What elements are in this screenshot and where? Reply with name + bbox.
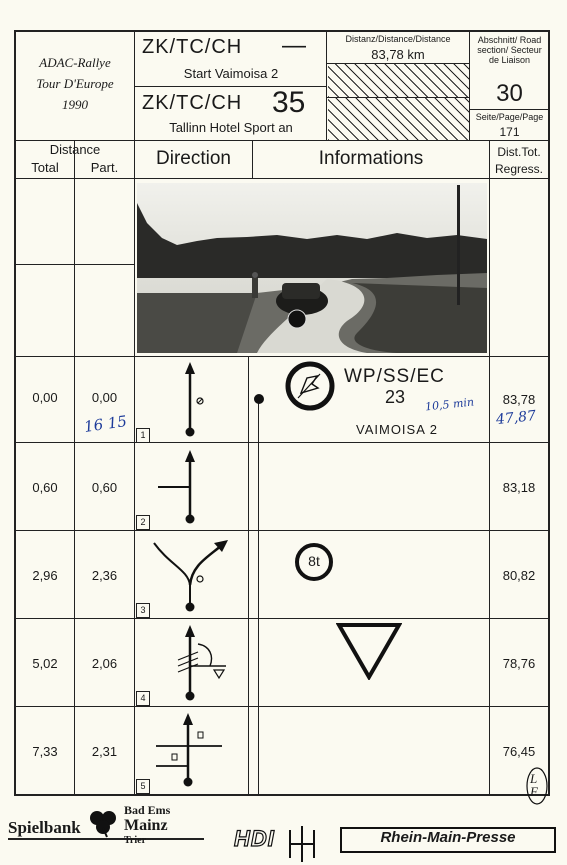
stage-number: 23 [384,387,406,407]
rally-title [16,52,134,115]
to-code-number: 35 [272,86,306,119]
section-number: 30 [496,80,523,107]
row-index: 2 [136,515,150,530]
col-direction: Direction [156,148,231,169]
divider [14,356,549,357]
give-way-sign-icon [336,622,402,680]
row4-remaining: 78,76 [502,656,536,671]
col-partial: Part. [90,160,119,175]
route-start-dot [252,392,266,406]
row3-total: 2,96 [32,568,58,583]
to-code: ZK/TC/CH [142,92,243,114]
page-number: 171 [499,125,520,139]
row-index: 1 [136,428,150,443]
row-index: 3 [136,603,150,618]
divider [14,140,549,141]
divider [14,178,549,179]
frame-bottom [14,794,550,796]
city-bad-ems: Bad Ems [124,803,171,817]
handwritten-time: 16 15 [82,412,128,436]
col-divider [248,356,249,795]
divider [14,264,135,265]
row5-remaining: 76,45 [502,744,536,759]
col-divider [489,140,490,795]
col-total: Total [31,160,59,175]
row1-total: 0,00 [32,390,58,405]
col-informations: Informations [318,148,424,169]
junction-give-way-icon [168,622,233,704]
weight-limit-label: 8t [308,553,320,569]
row2-total: 0,60 [32,480,58,495]
row2-remaining: 83,18 [502,480,536,495]
spielbank-logo: Spielbank [8,818,81,837]
col-dist-tot [490,144,548,178]
col-divider [74,140,75,795]
section-label: Abschnitt/ Road section/ Secteur de Liaison [477,35,542,65]
clover-icon [84,806,122,838]
col-distance: Distance [49,142,101,157]
row5-partial: 2,31 [91,744,118,759]
divider [469,30,470,140]
col-dist-tot-line1: Dist.Tot. [497,145,541,159]
route-line [258,398,259,794]
row5-total: 7,33 [32,744,58,759]
lf-stamp: LF [530,771,538,799]
row4-partial: 2,06 [91,656,118,671]
divider [14,706,549,707]
crossroads-icon [150,710,230,792]
newspaper-logo: Rhein-Main-Presse [380,829,516,846]
city-trier: Trier [124,835,147,846]
row3-remaining: 80,82 [502,568,536,583]
from-name: Start Vaimoisa 2 [183,66,279,81]
road-photo [137,183,487,353]
col-dist-tot-line2: Regress. [494,162,544,176]
hatched-field [328,64,469,97]
divider [470,109,549,110]
to-name: Tallinn Hotel Sport an [169,120,293,135]
row1-remaining: 83,78 [502,392,536,407]
distance-label: Distanz/Distance/Distance [345,34,451,44]
city-mainz: Mainz [124,817,168,834]
fork-right-icon [150,535,235,615]
handwritten-remaining: 47,87 [495,407,537,429]
row3-partial: 2,36 [91,568,118,583]
stage-location: VAIMOISA 2 [356,422,439,437]
hdi-emblem-icon [286,826,318,862]
side-road-left-icon [150,447,220,527]
divider [14,618,549,619]
row4-total: 5,02 [32,656,58,671]
divider [14,530,549,531]
from-code-number: — [282,32,306,59]
row-index: 5 [136,779,150,794]
frame-right [548,30,550,795]
row-index: 4 [136,691,150,706]
hdi-logo: HDI [234,826,275,851]
col-divider [134,178,135,795]
row1-partial: 0,00 [91,390,118,405]
page-label: Seite/Page/Page [475,112,544,122]
cities-block [124,804,170,847]
distance-value: 83,78 km [371,47,425,62]
rally-year: 1990 [62,97,88,112]
handwritten-minutes: 10,5 min [424,395,475,414]
stage-codes: WP/SS/EC [344,366,445,387]
row2-partial: 0,60 [91,480,118,495]
straight-arrow-icon [175,360,215,440]
logo-underline [8,838,204,840]
stage-start-icon [284,360,336,412]
divider [14,442,549,443]
hatched-field [328,98,469,140]
rally-title-line2: Tour D'Europe [36,76,114,91]
rally-title-line1: ADAC-Rallye [39,55,111,70]
from-code: ZK/TC/CH [142,36,243,58]
